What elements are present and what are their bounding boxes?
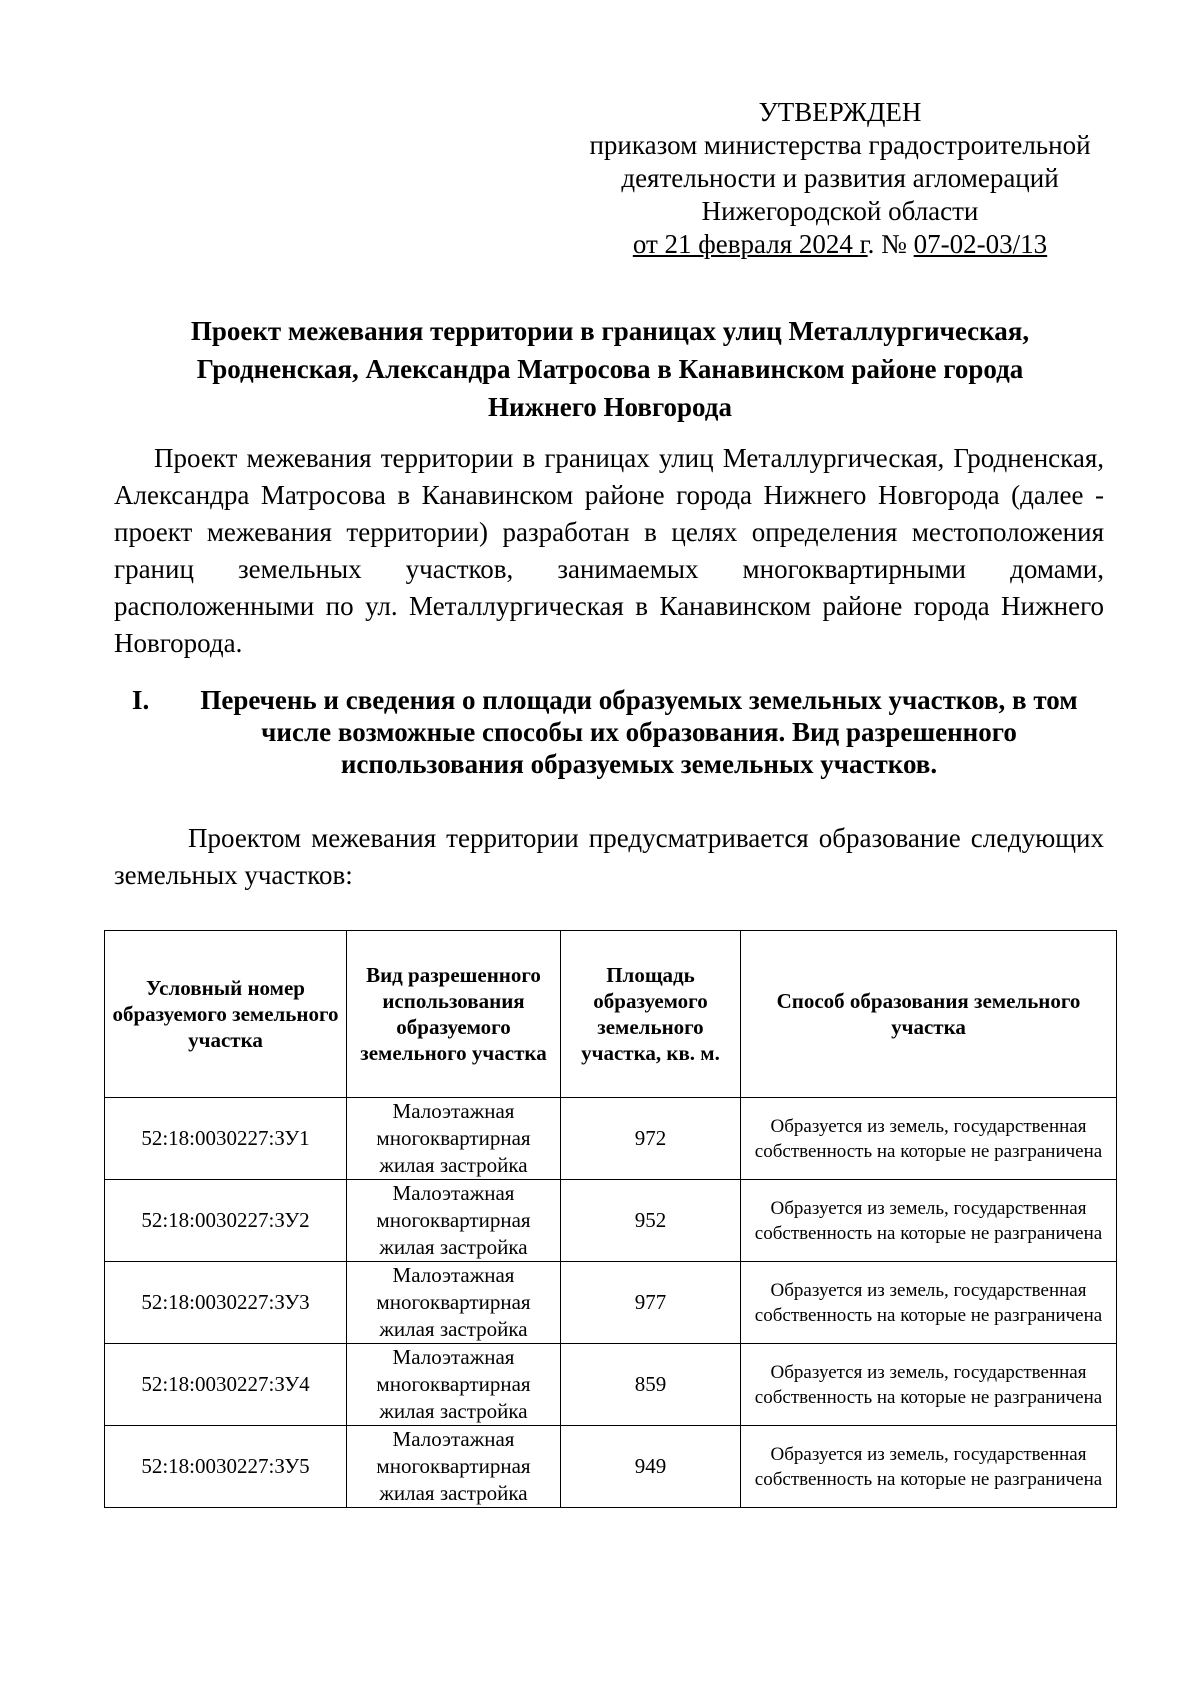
cell-plot-number: 52:18:0030227:ЗУ1 xyxy=(105,1098,347,1180)
approval-number-sign: . № xyxy=(867,229,907,259)
cell-plot-number: 52:18:0030227:ЗУ4 xyxy=(105,1344,347,1426)
cell-area: 859 xyxy=(561,1344,741,1426)
approval-number: 07-02-03/13 xyxy=(913,229,1048,259)
cell-permitted-use: Малоэтажная многоквартирная жилая застройка xyxy=(347,1262,561,1344)
cell-formation-method: Образуется из земель, государственная собственность на которые не разграничена xyxy=(741,1262,1117,1344)
land-plots-table xyxy=(104,930,1117,1508)
cell-permitted-use: Малоэтажная многоквартирная жилая застройка xyxy=(347,1098,561,1180)
table-row xyxy=(105,1262,1117,1344)
cell-formation-method: Образуется из земель, государственная собственность на которые не разграничена xyxy=(741,1180,1117,1262)
table-row xyxy=(105,1180,1117,1262)
cell-area: 972 xyxy=(561,1098,741,1180)
table-row xyxy=(105,1426,1117,1508)
header-area: Площадь образуемого земельного участка, кв. м. xyxy=(561,931,741,1098)
lead-paragraph: Проектом межевания территории предусматривается образование следующих земельных участков: xyxy=(114,823,1104,890)
document-title xyxy=(150,312,1070,426)
title-line: Проект межевания территории в границах улиц Металлургическая, xyxy=(190,316,1030,346)
section-title-line: Перечень и сведения о площади образуемых земельных участков, в том xyxy=(200,685,1078,715)
cell-permitted-use: Малоэтажная многоквартирная жилая застройка xyxy=(347,1180,561,1262)
approval-line: приказом министерства градостроительной xyxy=(589,130,1091,160)
approval-line: деятельности и развития агломераций xyxy=(621,163,1059,193)
approval-heading: УТВЕРЖДЕН xyxy=(758,97,922,127)
table-row xyxy=(105,1098,1117,1180)
approval-date-line xyxy=(560,228,1120,261)
cell-plot-number: 52:18:0030227:ЗУ5 xyxy=(105,1426,347,1508)
approval-stamp xyxy=(560,96,1120,261)
cell-plot-number: 52:18:0030227:ЗУ2 xyxy=(105,1180,347,1262)
cell-permitted-use: Малоэтажная многоквартирная жилая застройка xyxy=(347,1344,561,1426)
intro-paragraph: Проект межевания территории в границах улиц Металлургическая, Гродненская, Александра Матросова в Канавинском районе города Нижнего Новгорода (далее - проект межевания территории) разработан в целях определения местоположения границ земельных участков, занимаемых многоквартирными домами, расположенными по ул. Металлургическая в Канавинском районе города Нижнего Новгорода. xyxy=(114,443,1104,658)
section-title-line: числе возможные способы их образования. Вид разрешенного xyxy=(261,717,1017,747)
table-row xyxy=(105,1344,1117,1426)
cell-formation-method: Образуется из земель, государственная собственность на которые не разграничена xyxy=(741,1344,1117,1426)
approval-date: от 21 февраля 2024 г xyxy=(632,229,868,259)
cell-formation-method: Образуется из земель, государственная собственность на которые не разграничена xyxy=(741,1426,1117,1508)
cell-area: 977 xyxy=(561,1262,741,1344)
cell-plot-number: 52:18:0030227:ЗУ3 xyxy=(105,1262,347,1344)
section-heading xyxy=(132,684,1102,780)
header-permitted-use: Вид разрешенного использования образуемого земельного участка xyxy=(347,931,561,1098)
cell-area: 952 xyxy=(561,1180,741,1262)
header-plot-number: Условный номер образуемого земельного участка xyxy=(105,931,347,1098)
section-title xyxy=(132,684,1102,780)
title-line: Нижнего Новгорода xyxy=(488,392,732,422)
header-formation-method: Способ образования земельного участка xyxy=(741,931,1117,1098)
cell-formation-method: Образуется из земель, государственная собственность на которые не разграничена xyxy=(741,1098,1117,1180)
section-title-line: использования образуемых земельных участков. xyxy=(340,749,938,779)
approval-line: Нижегородской области xyxy=(701,196,979,226)
section-number: I. xyxy=(132,685,150,715)
cell-area: 949 xyxy=(561,1426,741,1508)
cell-permitted-use: Малоэтажная многоквартирная жилая застройка xyxy=(347,1426,561,1508)
title-line: Гродненская, Александра Матросова в Канавинском районе города xyxy=(196,354,1024,384)
table-header-row xyxy=(105,931,1117,1098)
